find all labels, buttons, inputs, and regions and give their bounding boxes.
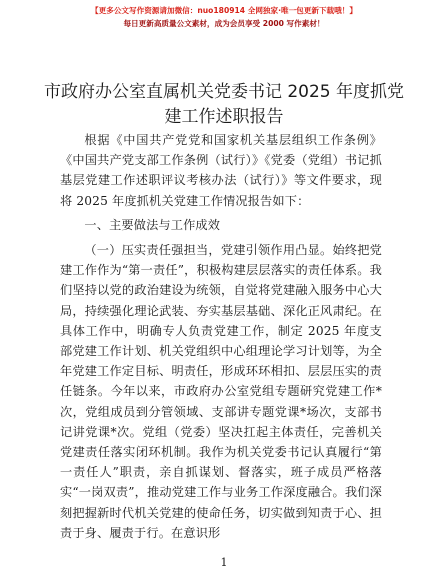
intro-paragraph: 根据《中国共产党党和国家机关基层组织工作条例》《中国共产党支部工作条例（试行）》《党委（党组）书记抓基层党建工作述职评议考核办法（试行）》等文件要求，现将 2025 年度抓机关党建工作情况报告如下： xyxy=(60,133,382,208)
promo-line-2: 每日更新高质量公文素材，成为会员享受 2000 写作素材！ xyxy=(123,19,325,28)
promo-banner xyxy=(0,4,448,30)
section-paragraph: （一）压实责任强担当，党建引领作用凸显。始终把党建工作作为“第一责任”，积极构建层层落实的责任体系。我们坚持以党的政治建设为统领，自觉将党建融入服务中心大局，持续强化理论武装、夯实基层基础、深化正风肃纪。在具体工作中，明确专人负责党建工作，制定 2025 年度支部党建工作计划、机关党组织中心组理论学习计划等，为全年党建工作定目标、明责任，形成环环相扣、层层压实的责任链条。今年以来，市政府办公室党组专题研究党建工作*次，党组成员到分管领域、支部讲专题党课*场次，支部书记讲党课*次。党组（党委）坚决扛起主体责任，完善机关党建责任落实闭环机制。我作为机关党委书记认真履行“第一责任人”职责，亲自抓谋划、督落实，班子成员严格落实“一岗双责”，推动党建工作与业务工作深度融合。我们深刻把握新时代机关党建的使命任务，切实做到知责于心、担责于身、履责于行。在意识形 xyxy=(60,243,382,540)
page-number: 1 xyxy=(220,556,228,569)
document-title: 市政府办公室直属机关党委书记 2025 年度抓党建工作述职报告 xyxy=(43,82,405,127)
section-heading: 一、主要做法与工作成效 xyxy=(84,217,221,232)
document-body xyxy=(60,130,382,543)
promo-line-1: 【更多公文写作资源请加微信：nuo180914 全网独家·唯一包更新下载哦！】 xyxy=(91,6,357,15)
